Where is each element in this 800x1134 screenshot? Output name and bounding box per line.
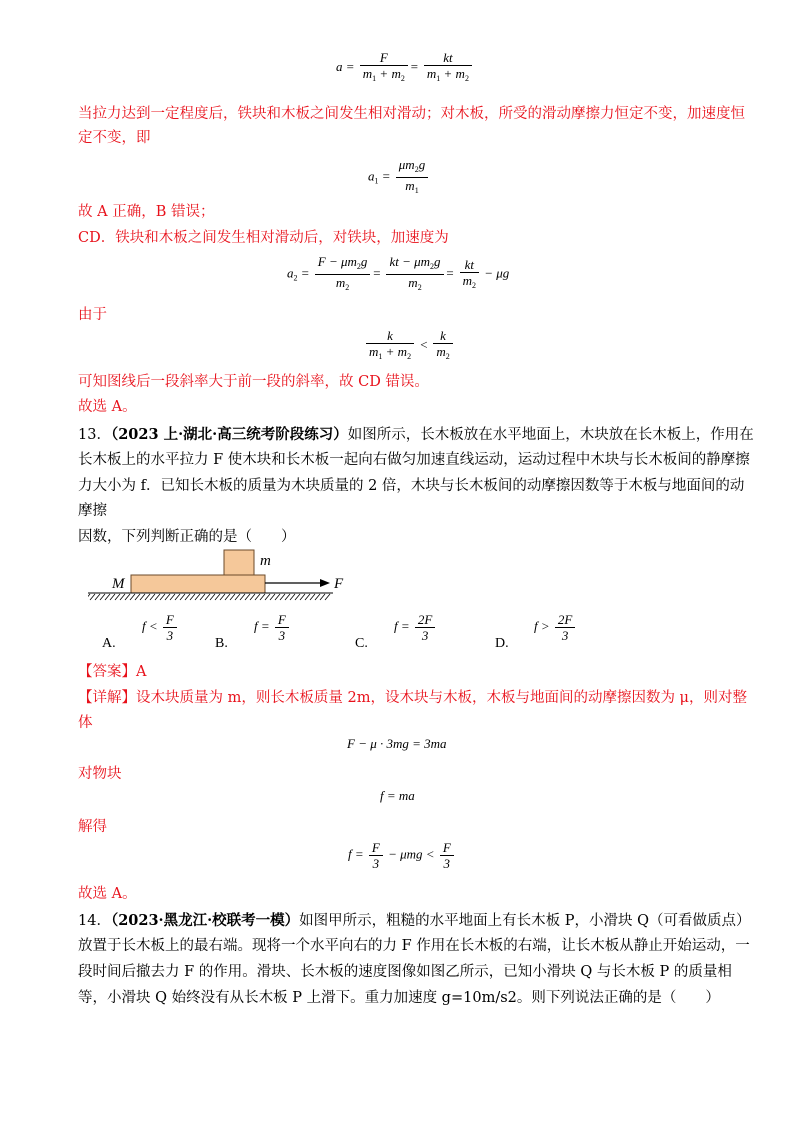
hatch-stroke (240, 594, 245, 600)
question-14-line: 等，小滑块 Q 始终没有从长木板 P 上滑下。重力加速度 g=10m/s2。则下列说法正确的是（ ） (78, 990, 720, 1006)
question-14-line: 14．（2023·黑龙江·校联考一模）如图甲所示，粗糙的水平地面上有长木板 P，小滑块 Q（可看做质点） (78, 912, 751, 929)
hatch-stroke (135, 594, 140, 600)
hatch-stroke (265, 594, 270, 600)
hatch-stroke (250, 594, 255, 600)
question-13-line: 因数，下列判断正确的是（ ） (78, 529, 296, 545)
option-b-formula: f = $\frac{F}{3}$ (254, 612, 291, 643)
hatch-stroke (100, 594, 105, 600)
text-paragraph: 当拉力达到一定程度后，铁块和木板之间发生相对滑动；对木板，所受的滑动摩擦力恒定不变，加速度恒 (78, 106, 745, 122)
text-paragraph: 对物块 (78, 766, 122, 782)
option-d-formula: f > $\frac{2F}{3}$ (534, 612, 577, 643)
hatch-stroke (165, 594, 170, 600)
option-c-formula: f = $\frac{2F}{3}$ (394, 612, 437, 643)
label-m: m (260, 553, 271, 569)
detail-line: 【详解】设木块质量为 m，则长木板质量 2m，设木块与木板，木板与地面间的动摩擦因数为 μ，则对整 (78, 690, 747, 706)
hatch-stroke (305, 594, 310, 600)
hatch-stroke (315, 594, 320, 600)
hatch-stroke (120, 594, 125, 600)
hatch-stroke (325, 594, 330, 600)
hatch-stroke (110, 594, 115, 600)
hatch-stroke (190, 594, 195, 600)
text-paragraph: CD．铁块和木板之间发生相对滑动后，对铁块，加速度为 (78, 230, 449, 246)
hatch-stroke (210, 594, 215, 600)
question-14-line: 段时间后撤去力 F 的作用。滑块、长木板的速度图像如图乙所示，已知小滑块 Q 与长木板 P 的质量相 (78, 964, 732, 980)
ground-hatching (88, 594, 330, 600)
hatch-stroke (225, 594, 230, 600)
text-paragraph: 定不变，即 (78, 130, 151, 146)
text-paragraph: 故选 A。 (78, 399, 137, 415)
hatch-stroke (150, 594, 155, 600)
equation-acceleration-block: $a_2$ = $\frac{F - \mu m_2g}{m_2}$ = $\frac{kt - \mu m_2g}{m_2}$ = $\frac{kt}{m_2}$ − μg (287, 254, 510, 292)
hatch-stroke (88, 594, 90, 600)
hatch-stroke (275, 594, 280, 600)
hatch-stroke (105, 594, 110, 600)
question-13-line: 13．（2023 上·湖北·高三统考阶段练习）如图所示，长木板放在水平地面上，木块放在长木板上，作用在 (78, 426, 754, 443)
hatch-stroke (295, 594, 300, 600)
hatch-stroke (115, 594, 120, 600)
equation-acceleration-common: a = $\frac{F}{m_1 + m_2}$ = $\frac{kt}{m_1 + m_2}$ (336, 50, 474, 86)
hatch-stroke (195, 594, 200, 600)
hatch-stroke (230, 594, 235, 600)
hatch-stroke (245, 594, 250, 600)
label-M: M (112, 576, 125, 592)
answer-line: 【答案】A (78, 664, 147, 680)
hatch-stroke (300, 594, 305, 600)
text-paragraph: 故 A 正确，B 错误； (78, 204, 215, 220)
hatch-stroke (320, 594, 325, 600)
figure-blocks-force (88, 547, 358, 607)
hatch-stroke (290, 594, 295, 600)
hatch-stroke (185, 594, 190, 600)
option-d-letter: D. (495, 636, 509, 651)
question-13-line: 长木板上的水平拉力 F 使木块和长木板一起向右做匀加速直线运动，运动过程中木块与长木板间的静摩擦 (78, 452, 750, 468)
hatch-stroke (160, 594, 165, 600)
text-paragraph: 解得 (78, 819, 107, 835)
hatch-stroke (285, 594, 290, 600)
hatch-stroke (95, 594, 100, 600)
equation-whole-system: F − μ · 3mg = 3ma (347, 736, 447, 751)
text-paragraph: 可知图线后一段斜率大于前一段的斜率，故 CD 错误。 (78, 374, 429, 390)
text-paragraph: 故选 A。 (78, 886, 137, 902)
text-paragraph: 由于 (78, 307, 107, 323)
hatch-stroke (175, 594, 180, 600)
hatch-stroke (140, 594, 145, 600)
small-block-m (224, 550, 254, 575)
label-F: F (334, 576, 344, 592)
hatch-stroke (180, 594, 185, 600)
option-c-letter: C. (355, 636, 368, 651)
hatch-stroke (90, 594, 95, 600)
hatch-stroke (130, 594, 135, 600)
question-13-line: 力大小为 f．已知长木板的质量为木块质量的 2 倍，木块与长木板间的动摩擦因数等于木板与地面间的动 (78, 478, 745, 494)
hatch-stroke (125, 594, 130, 600)
hatch-stroke (270, 594, 275, 600)
hatch-stroke (235, 594, 240, 600)
detail-line: 体 (78, 715, 93, 731)
hatch-stroke (255, 594, 260, 600)
equation-slope-compare: $\frac{k}{m_1 + m_2}$ < $\frac{k}{m_2}$ (364, 328, 455, 364)
equation-acceleration-board: $a_1$ = $\frac{\mu m_2g}{m_1}$ (368, 157, 430, 198)
hatch-stroke (205, 594, 210, 600)
hatch-stroke (155, 594, 160, 600)
option-a-letter: A. (102, 636, 116, 651)
hatch-stroke (280, 594, 285, 600)
long-board-M (131, 575, 265, 593)
question-14-line: 放置于长木板上的最右端。现将一个水平向右的力 F 作用在长木板的右端，让长木板从静止开始运动，一 (78, 938, 750, 954)
hatch-stroke (145, 594, 150, 600)
force-arrowhead (320, 579, 330, 587)
hatch-stroke (200, 594, 205, 600)
question-13-line: 摩擦 (78, 503, 107, 519)
hatch-stroke (220, 594, 225, 600)
hatch-stroke (260, 594, 265, 600)
hatch-stroke (310, 594, 315, 600)
option-b-letter: B. (215, 636, 228, 651)
hatch-stroke (215, 594, 220, 600)
hatch-stroke (170, 594, 175, 600)
equation-block: f = ma (380, 788, 415, 803)
equation-result: f = $\frac{F}{3}$ − μmg < $\frac{F}{3}$ (348, 840, 456, 871)
option-a-formula: f < $\frac{F}{3}$ (142, 612, 179, 643)
